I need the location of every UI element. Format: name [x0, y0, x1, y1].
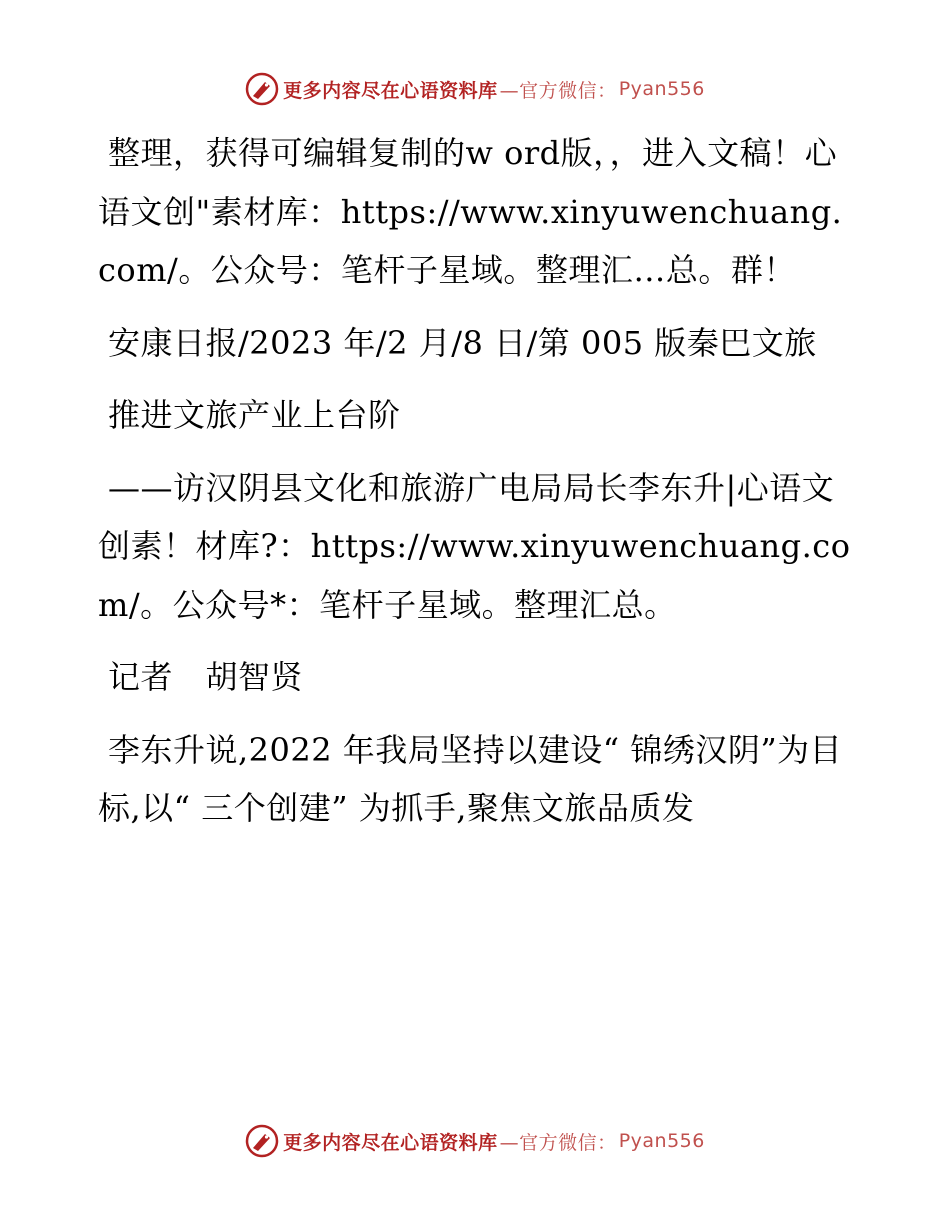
paragraph-intro: 整理，获得可编辑复制的w ord版，，进入文稿！心语文创"素材库：https://www.xinyuwenchuang.com/。公众号：笔杆子星域。整理汇…总。群！ — [98, 134, 843, 289]
header-watermark — [0, 72, 950, 106]
watermark-sub-text: —官方微信： — [499, 79, 617, 102]
pen-nib-logo-icon — [245, 1124, 279, 1158]
watermark-main-text: 更多内容尽在心语资料库 — [283, 1131, 498, 1154]
paragraph-body: 李东升说,2022 年我局坚持以建设“ 锦绣汉阴”为目标,以“ 三个创建” 为抓手,聚焦文旅品质发 — [98, 730, 843, 827]
document-body — [98, 124, 858, 852]
footer-watermark — [0, 1124, 950, 1158]
article-subtitle: ——访汉阴县文化和旅游广电局局长李东升|心语文创素！材库?：https://www.xinyuwenchuang.com/。公众号*：笔杆子星域。整理汇总。 — [98, 468, 851, 624]
article-byline: 记者 胡智贤 — [108, 658, 304, 696]
watermark-handle: Pyan556 — [618, 78, 705, 100]
pen-nib-logo-icon — [245, 72, 279, 106]
watermark-sub-text: —官方微信： — [499, 1131, 617, 1154]
watermark-main-text: 更多内容尽在心语资料库 — [283, 79, 498, 102]
paragraph-source: 安康日报/2023 年/2 月/8 日/第 005 版秦巴文旅 — [108, 323, 817, 362]
watermark-handle: Pyan556 — [618, 1130, 705, 1152]
article-title: 推进文旅产业上台阶 — [108, 396, 401, 434]
